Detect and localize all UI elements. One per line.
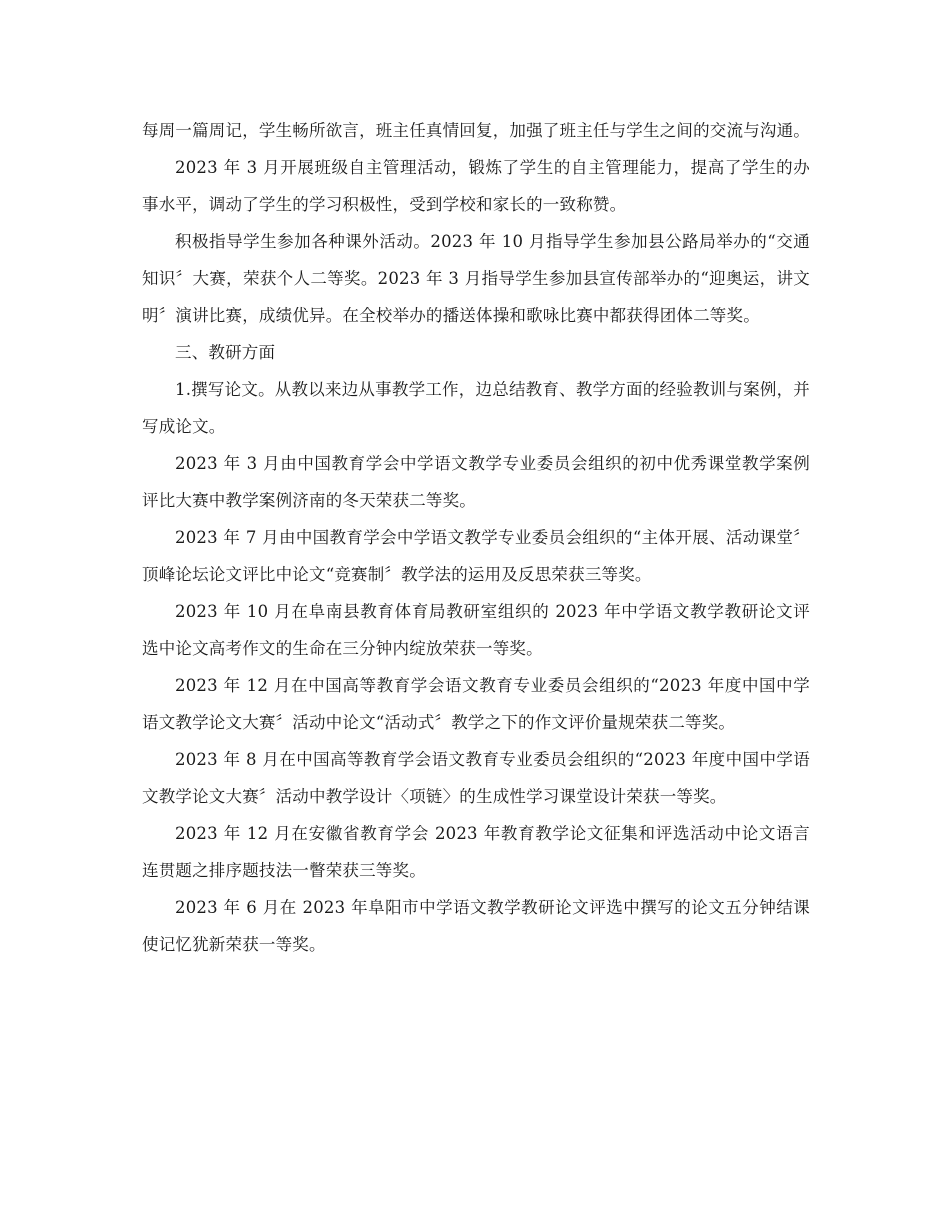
paragraph-weekly-journal: 每周一篇周记，学生畅所欲言，班主任真情回复，加强了班主任与学生之间的交流与沟通。 [142,121,810,140]
paragraph-writing-papers: 1.撰写论文。从教以来边从事教学工作，边总结教育、教学方面的经验教训与案例，并写成论文。 [142,380,810,436]
paragraph-award-2023-12-national: 2023 年 12 月在中国高等教育学会语文教育专业委员会组织的“2023 年度中国中学语文教学论文大赛〞活动中论文“活动式〞教学之下的作文评价量规荣获二等奖。 [142,676,810,732]
document-body [142,112,810,963]
paragraph-award-2023-06: 2023 年 6 月在 2023 年阜阳市中学语文教学教研论文评选中撰写的论文五分钟结课使记忆犹新荣获一等奖。 [142,898,810,954]
paragraph-award-2023-10: 2023 年 10 月在阜南县教育体育局教研室组织的 2023 年中学语文教学教研论文评选中论文高考作文的生命在三分钟内绽放荣获一等奖。 [142,602,810,658]
paragraph-award-2023-08: 2023 年 8 月在中国高等教育学会语文教育专业委员会组织的“2023 年度中国中学语文教学论文大赛〞活动中教学设计〈项链〉的生成性学习课堂设计荣获一等奖。 [142,750,810,806]
paragraph-award-2023-03: 2023 年 3 月由中国教育学会中学语文教学专业委员会组织的初中优秀课堂教学案例评比大赛中教学案例济南的冬天荣获二等奖。 [142,454,810,510]
paragraph-award-2023-12-anhui: 2023 年 12 月在安徽省教育学会 2023 年教育教学论文征集和评选活动中论文语言连贯题之排序题技法一瞥荣获三等奖。 [142,824,810,880]
paragraph-extracurricular-activities: 积极指导学生参加各种课外活动。2023 年 10 月指导学生参加县公路局举办的“交通知识〞大赛，荣获个人二等奖。2023 年 3 月指导学生参加县宣传部举办的“迎奥运，讲文明〞演讲比赛，成绩优异。在全校举办的播送体操和歌咏比赛中都获得团体二等奖。 [142,232,810,325]
paragraph-award-2023-07: 2023 年 7 月由中国教育学会中学语文教学专业委员会组织的“主体开展、活动课堂〞顶峰论坛论文评比中论文“竞赛制〞教学法的运用及反思荣获三等奖。 [142,528,810,584]
paragraph-class-self-management: 2023 年 3 月开展班级自主管理活动，锻炼了学生的自主管理能力，提高了学生的办事水平，调动了学生的学习积极性，受到学校和家长的一致称赞。 [142,158,810,214]
section-heading-teaching-research: 三、教研方面 [175,343,276,362]
